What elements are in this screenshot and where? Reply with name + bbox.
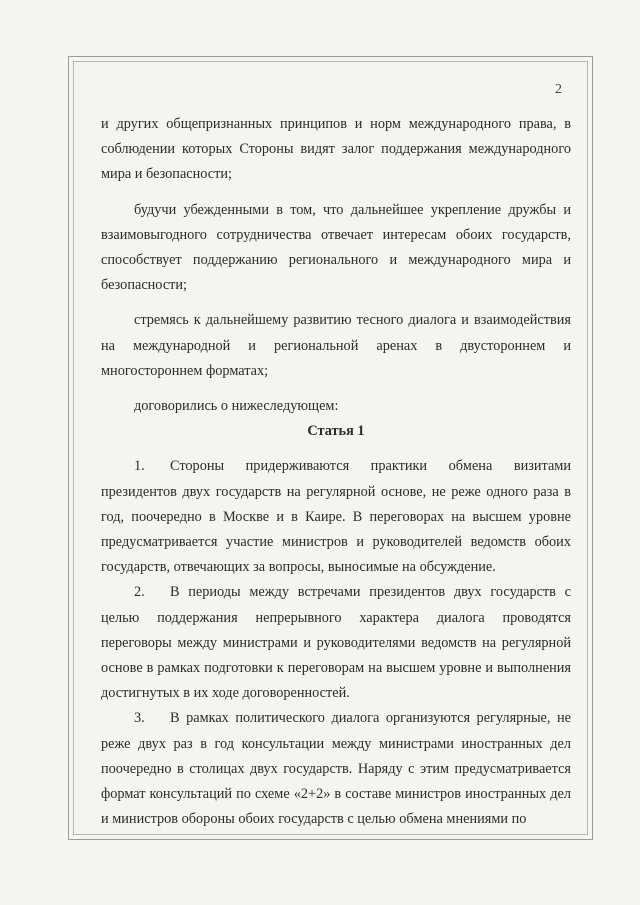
article-item-number: 1. (134, 458, 145, 475)
paragraph-2: будучи убежденными в том, что дальнейшее укрепление дружбы и взаимовыгодного сотрудничества отвечает интересам обоих государств, способствует поддержанию регионального и международного мира и безопасности; (101, 201, 571, 294)
article-item-text: В периоды между встречами президентов двух государств с целью поддержания непрерывного характера диалога проводятся переговоры между министрами и руководителями ведомств на регулярной основе в рамках подготовки к переговорам на высшем уровне и выполнения достигнутых в их ходе договоренностей. (101, 584, 571, 702)
article-item-2 (101, 580, 571, 706)
article-item-text: В рамках политического диалога организуются регулярные, не реже двух раз в год консультации между министрами иностранных дел поочередно в столицах двух государств. Наряду с этим предусматривается формат консультаций по схеме «2+2» в составе министров иностранных дел и министров обороны обоих государств с целью обмена мнениями по (101, 710, 571, 828)
article-item-1 (101, 454, 571, 580)
article-item-text: Стороны придерживаются практики обмена визитами президентов двух государств на регулярной основе, не реже одного раза в год, поочередно в Москве и в Каире. В переговорах на высшем уровне предусматривается участие министров и руководителей ведомств обоих государств, отвечающих за вопросы, выносимые на обсуждение. (101, 458, 571, 576)
article-title: Статья 1 (307, 423, 365, 440)
paragraph-1: и других общепризнанных принципов и норм международного права, в соблюдении которых Стороны видят залог поддержания международного мира и безопасности; (101, 116, 571, 183)
article-item-number: 2. (134, 584, 145, 601)
article-item-number: 3. (134, 710, 145, 727)
paragraph-3: стремясь к дальнейшему развитию тесного диалога и взаимодействия на международной и региональной аренах в двустороннем и многостороннем форматах; (101, 312, 571, 379)
document-body (101, 112, 571, 832)
paragraph-4: договорились о нижеследующем: (134, 398, 339, 415)
page-number: 2 (555, 82, 562, 97)
article-item-3 (101, 706, 571, 832)
